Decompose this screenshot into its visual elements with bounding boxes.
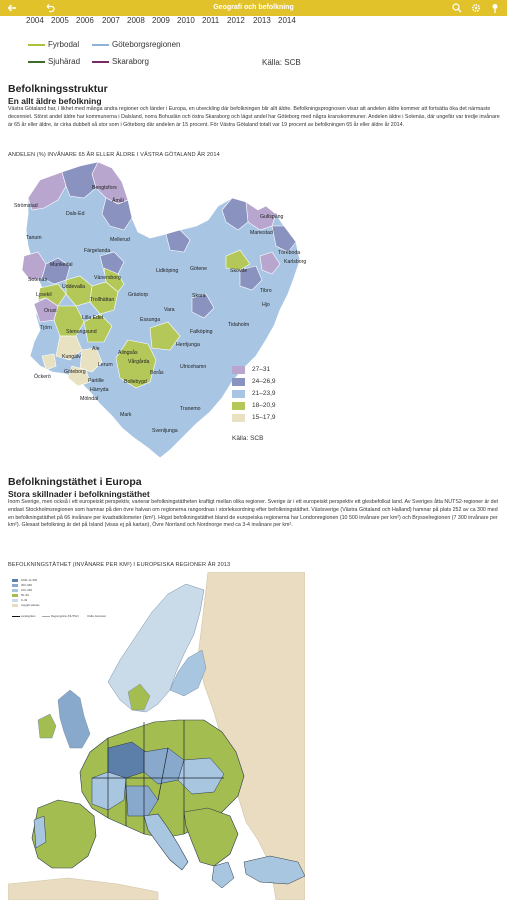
place-label: Vara <box>164 307 175 313</box>
search-icon[interactable] <box>451 2 463 14</box>
place-label: Borås <box>150 370 164 376</box>
chart-source: Källa: SCB <box>262 58 301 67</box>
border-line-swatch <box>12 616 20 617</box>
place-label: Stenungsund <box>66 329 97 335</box>
year-label: 2006 <box>76 16 94 25</box>
europe-density-map: 1000–11 500 300–999 100–299 50–99 0–49 Uppgift saknas Landsgräns Regiongräns (NUTS2) Källa: Eurostat <box>8 572 305 900</box>
place-label: Strömstad <box>14 203 38 209</box>
legend-item-goteborgsregionen: Göteborgsregionen <box>92 40 181 49</box>
place-label: Ulricehamn <box>180 364 207 370</box>
place-label: Ale <box>92 346 100 352</box>
place-label: Bollebygd <box>124 379 147 385</box>
year-label: 2014 <box>278 16 296 25</box>
map-caption: ANDELEN (%) INVÅNARE 65 ÅR ELLER ÄLDRE I VÄSTRA GÖTALAND ÅR 2014 <box>8 152 220 158</box>
section-subheading: Stora skillnader i befolkningstäthet <box>8 489 150 499</box>
place-label: Trollhättan <box>90 297 115 303</box>
place-label: Karlsborg <box>284 259 307 265</box>
legend-swatch <box>12 589 18 592</box>
legend-line <box>28 44 45 46</box>
place-label: Götene <box>190 266 208 272</box>
year-label: 2013 <box>253 16 271 25</box>
place-label: Bengtsfors <box>92 185 117 191</box>
place-label: Mariestad <box>250 230 273 236</box>
place-label: Tjörn <box>40 325 52 331</box>
legend-swatch <box>232 390 245 398</box>
place-label: Hjo <box>262 302 270 308</box>
legend-row: 27–31 <box>232 365 292 377</box>
place-label: Uddevalla <box>62 284 86 290</box>
place-label: Färgelanda <box>84 248 111 254</box>
year-label: 2008 <box>127 16 145 25</box>
place-label: Alingsås <box>118 350 138 356</box>
region-line-swatch <box>42 616 50 617</box>
place-label: Falköping <box>190 329 213 335</box>
place-label: Mark <box>120 412 132 418</box>
place-label: Mellerud <box>110 237 130 243</box>
place-label: Munkedal <box>50 262 73 268</box>
legend-row: 18–20,9 <box>232 401 292 413</box>
legend-swatch <box>232 366 245 374</box>
legend-swatch <box>12 579 18 582</box>
map-source: Källa: Eurostat <box>87 614 106 618</box>
place-label: Skara <box>192 293 206 299</box>
section-body: Västra Götaland har, i likhet med många andra regioner och länder i Europa, en utveckling där befolkningen blir allt äldre. Befolkningsprognosen visar att andelen äldre kommer att fortsätta öka det närmaste decenniet. Störst andel äldre har kommunerna i Dalsland, norra Bohuslän och östra Skaraborg och lägst andel har Göteborg med några kranskommuner. Andelen äldre i Sotenäs, där ungefär var tredje invånare är 65 år eller äldre, är cirka dubbelt så stor som i Göteborg där andelen är 15 procent. För Västra Götaland totalt var 19 procent av befolkningen 65 år eller äldre år 2014. <box>8 106 500 128</box>
year-label: 2005 <box>51 16 69 25</box>
year-label: 2007 <box>102 16 120 25</box>
year-label: 2009 <box>152 16 170 25</box>
place-label: Lerum <box>98 362 113 368</box>
app-title: Geografi och befolkning <box>213 4 294 11</box>
legend-item-sjuharad: Sjuhärad <box>28 57 80 66</box>
place-label: Vårgårda <box>128 359 150 365</box>
map-legend <box>232 365 292 425</box>
legend-item-skaraborg: Skaraborg <box>92 57 149 66</box>
place-label: Vänersborg <box>94 275 121 281</box>
bookmark-icon[interactable] <box>489 2 501 14</box>
settings-icon[interactable] <box>470 2 482 14</box>
legend-swatch <box>12 594 18 597</box>
place-label: Grästorp <box>128 292 149 298</box>
place-label: Töreboda <box>278 250 301 256</box>
place-label: Lidköping <box>156 268 179 274</box>
place-label: Åmål <box>112 198 124 204</box>
section-subheading: En allt äldre befolkning <box>8 96 102 106</box>
place-label: Öckerö <box>34 374 51 380</box>
place-label: Orust <box>44 308 57 314</box>
legend-swatch <box>12 584 18 587</box>
legend-item-fyrbodal: Fyrbodal <box>28 40 79 49</box>
year-label: 2010 <box>177 16 195 25</box>
place-label: Partille <box>88 378 104 384</box>
legend-row: 24–26,9 <box>232 377 292 389</box>
legend-line <box>28 61 45 63</box>
legend-line <box>92 61 109 63</box>
legend-swatch <box>12 599 18 602</box>
place-label: Essunga <box>140 317 161 323</box>
place-label: Lilla Edet <box>82 315 104 321</box>
place-label: Härryda <box>90 387 109 393</box>
year-label: 2011 <box>202 16 220 25</box>
place-label: Svenljunga <box>152 428 178 434</box>
place-label: Tidaholm <box>228 322 250 328</box>
place-label: Dals-Ed <box>66 211 85 217</box>
place-label: Mölndal <box>80 396 99 402</box>
place-label: Tranemo <box>180 406 201 412</box>
legend-line <box>92 44 109 46</box>
place-label: Sotenäs <box>28 277 48 283</box>
section-heading: Befolkningstäthet i Europa <box>8 476 142 488</box>
map-line-legend: Landsgräns Regiongräns (NUTS2) Källa: Eurostat <box>12 614 106 618</box>
app-toolbar <box>0 0 507 16</box>
place-label: Skövde <box>230 268 248 274</box>
place-label: Gullspång <box>260 214 284 220</box>
section-heading: Befolkningsstruktur <box>8 83 108 95</box>
place-label: Tanum <box>26 235 42 241</box>
year-label: 2004 <box>26 16 44 25</box>
year-label: 2012 <box>227 16 245 25</box>
place-label: Tibro <box>260 288 272 294</box>
legend-row: 21–23,9 <box>232 389 292 401</box>
place-label: Lysekil <box>36 292 52 298</box>
place-label: Kungälv <box>62 354 81 360</box>
place-label: Göteborg <box>64 369 86 375</box>
place-label: Herrljunga <box>176 342 200 348</box>
map-caption: BEFOLKNINGSTÄTHET (INVÅNARE PER KM²) I EUROPEISKA REGIONER ÅR 2013 <box>8 562 231 568</box>
legend-swatch <box>232 402 245 410</box>
legend-row: 15–17,9 <box>232 413 292 425</box>
region-shape <box>34 816 46 848</box>
legend-swatch <box>12 604 18 607</box>
map-source: Källa: SCB <box>232 435 264 442</box>
legend-swatch <box>232 378 245 386</box>
section-body: Inom Sverige, men också i ett europeiskt perspektiv, varierar befolkningstätheten kraftigt mellan olika regioner. Sverige är i ett europeiskt perspektiv ett glesbefolkat land. Av Sveriges åtta NUTS2-regioner är det endast Stockholmsregionen som hamnar på den övre halvan om regionerna rangordnas i storleksordning efter befolkningstäthet. Västsverige (Västra Götaland och Halland) hamnar på plats 252 av ca 300 med en befolkningstäthet på 66 invånare per kvadratkilometer (km²). Högst befolkningstäthet bland de europeiska regionerna har Londonregionen (10 500 invånare per km²) och Brysselregionen (7 300 invånare per km²). Glesast befolkning är det på Island (visas ej på kartan), Övre Norrland och Nordnorge med ca 3-4 invånare per km². <box>8 499 499 529</box>
legend-swatch <box>232 414 245 422</box>
